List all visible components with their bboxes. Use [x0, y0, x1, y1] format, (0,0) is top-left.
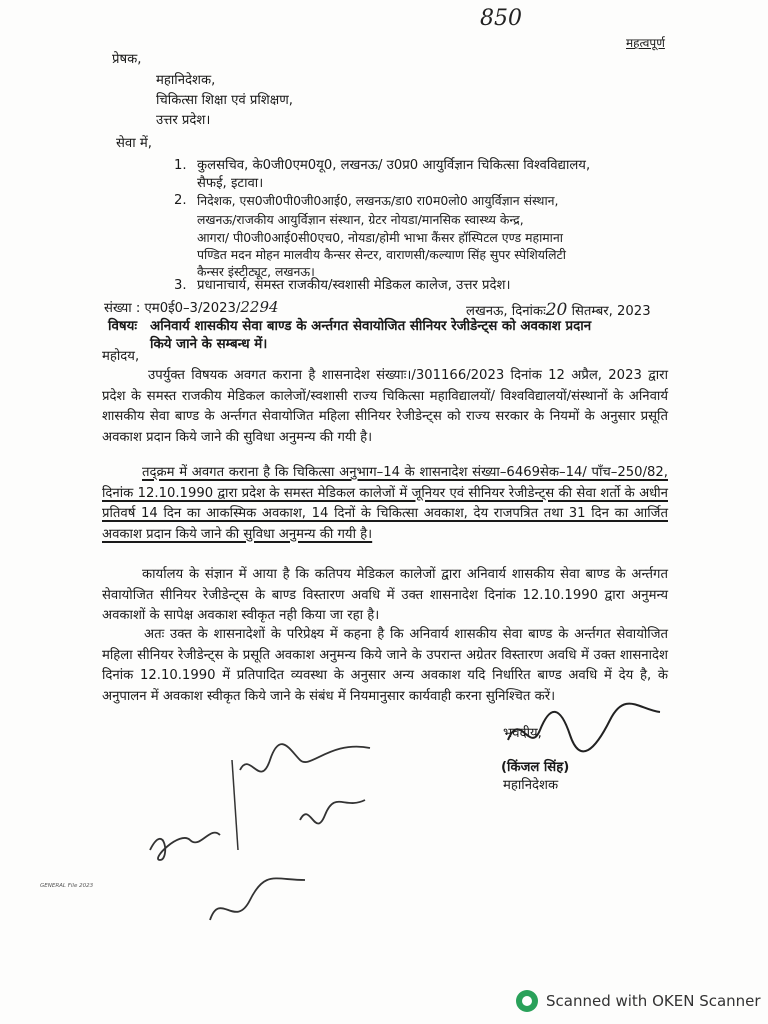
sender-line: महानिदेशक,: [156, 73, 216, 88]
recipient-line: लखनऊ/राजकीय आयुर्विज्ञान संस्थान, ग्रेटर नोयडा/मानसिक स्वास्थ्य केन्द्र,: [197, 212, 524, 227]
date-month-year: सितम्बर, 2023: [571, 304, 651, 319]
file-tag: GENERAL File 2023: [40, 883, 94, 889]
body-paragraph: उपर्युक्त विषयक अवगत कराना है शासनादेश संख्याः।/301166/2023 दिनांक 12 अप्रैल, 2023 द्वारा प्रदेश के समस्त राजकीय मेडिकल कालेजों/स्वशासी राज्य चिकित्सा महाविद्यालयों/ विश्वविद्यालयों/संस्थानों के अनिवार्य शासकीय सेवा बाण्ड के अर्न्तगत सेवायोजित महिला सीनियर रेजीडेन्ट्स को राज्य सरकार के नियमों के अनुसार प्रसूति अवकाश प्रदान किये जाने की सुविधा अनुमन्य की गयी है।: [102, 368, 668, 445]
recipient-line: कैन्सर इंस्टीट्यूट, लखनऊ।: [197, 264, 315, 279]
recipient-line: प्रधानाचार्य, समस्त राजकीय/स्वशासी मेडिकल कालेज, उत्तर प्रदेश।: [197, 278, 511, 293]
recipient-line: पण्डित मदन मोहन मालवीय कैन्सर सेन्टर, वाराणसी/कल्याण सिंह सुपर स्पेशियलिटी: [197, 247, 566, 262]
handwritten-annotations-icon: [140, 730, 380, 940]
salutation: महोदय,: [102, 349, 140, 364]
body-paragraph: तद्क्रम में अवगत कराना है कि चिकित्सा अनुभाग–14 के शासनादेश संख्या–6469सेक–14/ पाँच–250/82, दिनांक 12.10.1990 द्वारा प्रदेश के समस्त मेडिकल कालेजों में जूनियर एवं सीनियर रेजीडेन्ट्स की सेवा शर्तो के अधीन प्रतिवर्ष 14 दिन का आकस्मिक अवकाश, 14 दिनों के चिकित्सा अवकाश, देय राजपत्रित तथा 31 दिन का आर्जित अवकाश प्रदान किये जाने की सुविधा अनुमन्य की गयी है।: [102, 465, 668, 542]
sender-line: चिकित्सा शिक्षा एवं प्रशिक्षण,: [156, 93, 293, 108]
subject-line: किये जाने के सम्बन्ध में।: [150, 337, 268, 352]
scanner-text: Scanned with OKEN Scanner: [546, 992, 761, 1010]
signatory-designation: महानिदेशक: [503, 778, 559, 793]
sender-line: उत्तर प्रदेश।: [156, 113, 211, 128]
recipient-line: कुलसचिव, के0जी0एम0यू0, लखनऊ/ उ0प्र0 आयुर्विज्ञान चिकित्सा विश्वविद्यालय,: [197, 158, 591, 173]
subject-line: अनिवार्य शासकीय सेवा बाण्ड के अर्न्तगत सेवायोजित सीनियर रेजीडेन्ट्स को अवकाश प्रदान: [150, 319, 592, 334]
director-signature-icon: [500, 700, 670, 760]
date-handwritten: 20: [545, 300, 568, 320]
valediction: भवदीय,: [503, 726, 542, 741]
recipient-line: सैफई, इटावा।: [197, 176, 264, 191]
reference-number: संख्या : एम0ई0–3/2023/: [104, 301, 241, 316]
place-date-label: लखनऊ, दिनांकः: [466, 304, 546, 319]
reference-number-handwritten: 2294: [240, 298, 279, 316]
reference-number-row: [104, 297, 279, 319]
subject-label: विषयः: [108, 319, 138, 334]
recipient-number: 3.: [174, 278, 187, 293]
scanner-watermark: [516, 990, 761, 1012]
body-paragraph: अतः उक्त के शासनादेशों के परिप्रेक्ष्य में कहना है कि अनिवार्य शासकीय सेवा बाण्ड के अर्न्तगत सेवायोजित महिला सीनियर रेजीडेन्ट्स के प्रसूति अवकाश अनुमन्य किये जाने के उपरान्त अग्रेतर विस्तारण अवधि में उक्त शासनादेश दिनांक 12.10.1990 में प्रतिपादित व्यवस्था के अनुसार अन्य अवकाश यदि निर्धारित बाण्ड अवधि में देय है, के अनुपालन में अवकाश स्वीकृत किये जाने के संबंध में नियमानुसार कार्यवाही करना सुनिश्चित करें।: [102, 627, 668, 704]
body-paragraph: कार्यालय के संज्ञान में आया है कि कतिपय मेडिकल कालेजों द्वारा अनिवार्य शासकीय सेवा बाण्ड के अर्न्तगत सेवायोजित सीनियर रेजीडेन्ट्स के बाण्ड विस्तारण अवधि में उक्त शासनादेश दिनांक 12.10.1990 द्वारा अनुमन्य अवकाशों के सापेक्ष अवकाश स्वीकृत नही किया जा रहा है।: [102, 567, 668, 623]
recipients-label: सेवा में,: [116, 136, 152, 151]
sender-label: प्रेषक,: [112, 52, 142, 67]
oken-scanner-logo-icon: [516, 990, 538, 1012]
signatory-name: (किंजल सिंह): [501, 760, 570, 775]
recipient-number: 2.: [174, 193, 187, 208]
recipient-line: निदेशक, एस0जी0पी0जी0आई0, लखनऊ/डा0 रा0म0लो0 आयुर्विज्ञान संस्थान,: [197, 193, 559, 208]
priority-label: महत्वपूर्ण: [626, 36, 665, 50]
file-number-handwritten: 850: [480, 6, 522, 31]
recipient-number: 1.: [174, 158, 187, 173]
recipient-line: आगरा/ पी0जी0आई0सी0एच0, नोयडा/होमी भाभा कैंसर हॉस्पिटल एण्ड महामाना: [197, 230, 563, 245]
